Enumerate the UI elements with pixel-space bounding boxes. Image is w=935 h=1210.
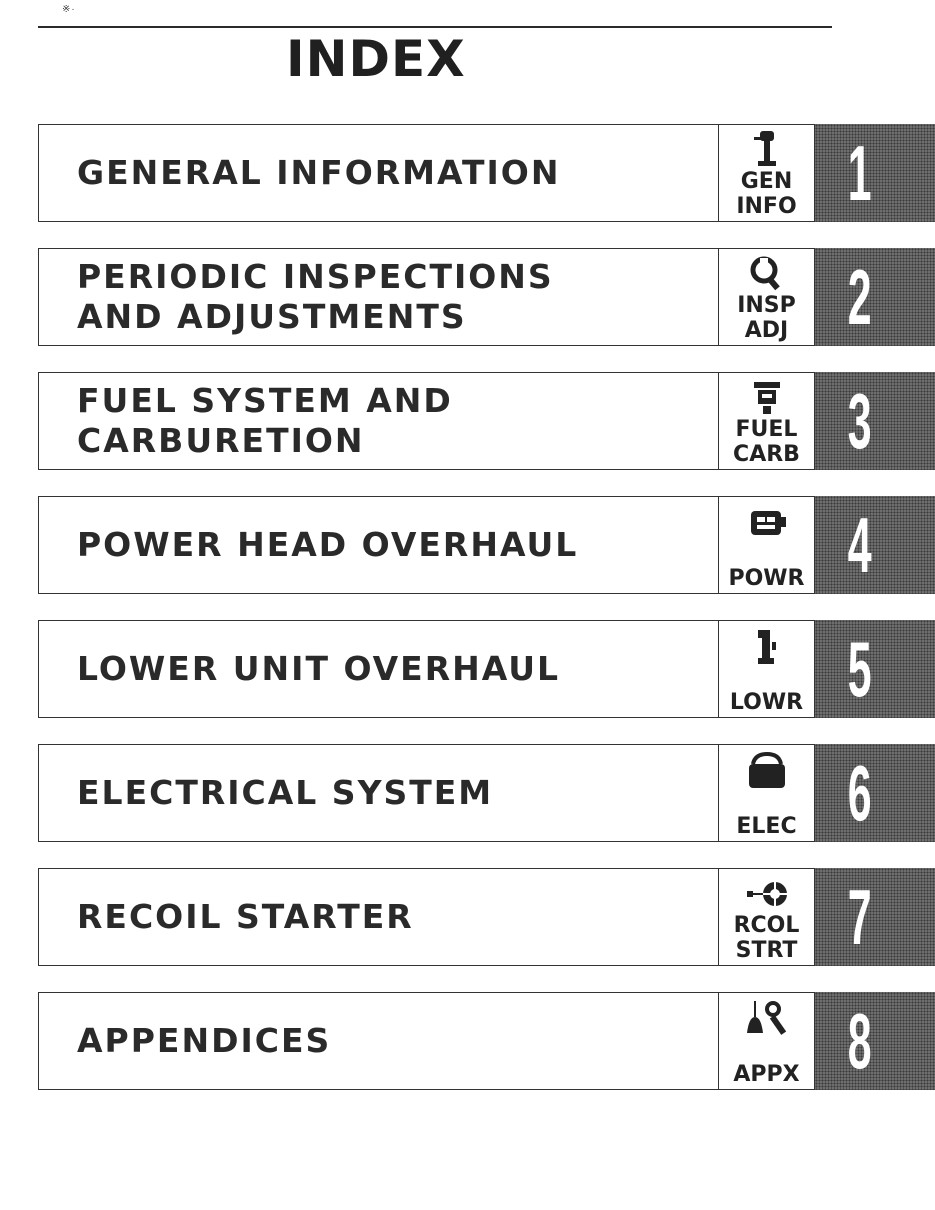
section-abbr: INSP ADJ: [737, 293, 796, 343]
wrench-icon: [745, 255, 789, 293]
section-abbr: APPX: [733, 1062, 800, 1087]
section-label: PERIODIC INSPECTIONS AND ADJUSTMENTS: [77, 257, 554, 336]
section-abbr: POWR: [728, 566, 805, 591]
section-number-block: [815, 124, 935, 222]
section-number: 7: [848, 873, 872, 961]
section-tab: [718, 868, 815, 966]
section-number: 3: [848, 377, 872, 465]
section-number-block: [815, 992, 935, 1090]
section-abbr: GEN INFO: [736, 169, 797, 219]
section-tab: [718, 744, 815, 842]
section-number-block: [815, 620, 935, 718]
section-abbr: RCOL STRT: [733, 913, 800, 963]
section-abbr: LOWR: [729, 690, 804, 715]
section-lower-unit[interactable]: [38, 620, 935, 720]
section-label: APPENDICES: [77, 1021, 332, 1060]
section-electrical[interactable]: [38, 744, 935, 844]
section-label: FUEL SYSTEM AND CARBURETION: [77, 381, 453, 460]
section-label-box: [38, 372, 718, 470]
engine-block-icon: [745, 503, 789, 543]
section-label: GENERAL INFORMATION: [77, 153, 561, 192]
section-tab: [718, 992, 815, 1090]
section-tab: [718, 124, 815, 222]
carburetor-icon: [745, 379, 789, 417]
section-label: RECOIL STARTER: [77, 897, 414, 936]
section-number: 8: [848, 997, 872, 1085]
recoil-starter-icon: [745, 875, 789, 913]
section-periodic-inspections[interactable]: [38, 248, 935, 348]
section-abbr: FUEL CARB: [733, 417, 800, 467]
top-rule: [38, 26, 832, 28]
section-number-block: [815, 744, 935, 842]
section-tab: [718, 620, 815, 718]
section-recoil-starter[interactable]: [38, 868, 935, 968]
section-tab: [718, 248, 815, 346]
section-number: 4: [848, 501, 872, 589]
section-number: 6: [848, 749, 872, 837]
lower-unit-icon: [745, 627, 789, 667]
section-number: 1: [848, 129, 872, 217]
tools-icon: [745, 999, 789, 1039]
section-label: POWER HEAD OVERHAUL: [77, 525, 579, 564]
section-label-box: [38, 620, 718, 718]
section-label-box: [38, 248, 718, 346]
index-sections: [38, 124, 935, 1116]
section-label-box: [38, 124, 718, 222]
section-power-head[interactable]: [38, 496, 935, 596]
section-tab: [718, 372, 815, 470]
section-label-box: [38, 992, 718, 1090]
section-label: LOWER UNIT OVERHAUL: [77, 649, 561, 688]
scan-speck: ※·: [62, 4, 76, 15]
section-abbr: ELEC: [736, 814, 797, 839]
battery-icon: [745, 751, 789, 791]
section-label-box: [38, 868, 718, 966]
section-tab: [718, 496, 815, 594]
section-label: ELECTRICAL SYSTEM: [77, 773, 494, 812]
section-number-block: [815, 372, 935, 470]
section-label-box: [38, 496, 718, 594]
section-number-block: [815, 496, 935, 594]
section-general-information[interactable]: [38, 124, 935, 224]
page-title: INDEX: [286, 30, 466, 88]
section-number-block: [815, 248, 935, 346]
section-number: 2: [848, 253, 872, 341]
section-number-block: [815, 868, 935, 966]
section-fuel-system[interactable]: [38, 372, 935, 472]
section-label-box: [38, 744, 718, 842]
outboard-motor-icon: [745, 131, 789, 169]
section-appendices[interactable]: [38, 992, 935, 1092]
section-number: 5: [848, 625, 872, 713]
